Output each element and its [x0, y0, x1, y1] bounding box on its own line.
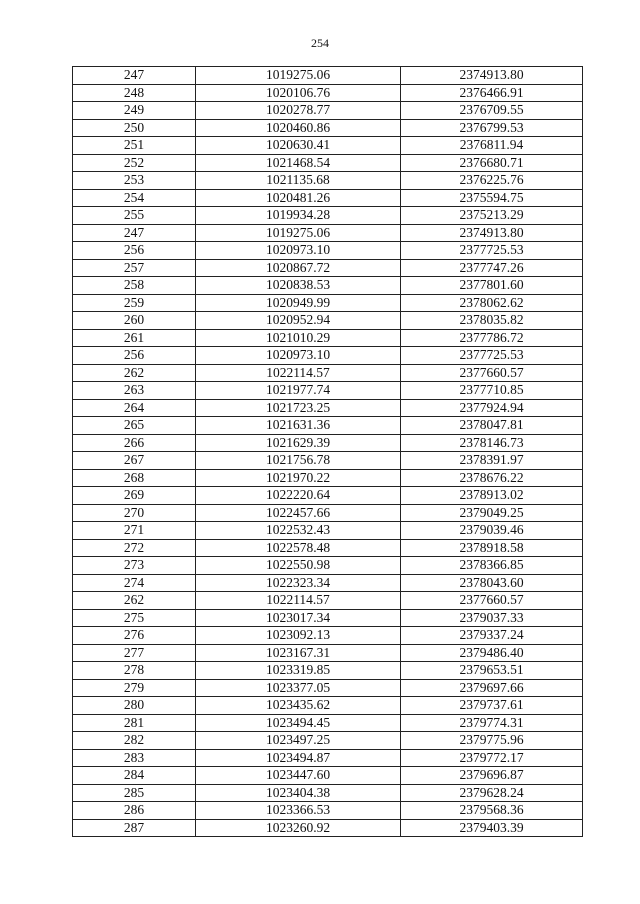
x-coordinate-cell: 1021468.54 — [196, 154, 401, 172]
table-row — [73, 172, 583, 190]
point-number-cell: 260 — [73, 312, 196, 330]
point-number-cell: 267 — [73, 452, 196, 470]
point-number-cell: 274 — [73, 574, 196, 592]
point-number-cell: 265 — [73, 417, 196, 435]
point-number-cell: 275 — [73, 609, 196, 627]
x-coordinate-cell: 1020630.41 — [196, 137, 401, 155]
point-number-cell: 286 — [73, 802, 196, 820]
x-coordinate-cell: 1022323.34 — [196, 574, 401, 592]
point-number-cell: 272 — [73, 539, 196, 557]
x-coordinate-cell: 1023319.85 — [196, 662, 401, 680]
table-row — [73, 102, 583, 120]
x-coordinate-cell: 1021970.22 — [196, 469, 401, 487]
y-coordinate-cell: 2378062.62 — [401, 294, 583, 312]
point-number-cell: 257 — [73, 259, 196, 277]
y-coordinate-cell: 2378913.02 — [401, 487, 583, 505]
point-number-cell: 247 — [73, 67, 196, 85]
point-number-cell: 259 — [73, 294, 196, 312]
table-row — [73, 312, 583, 330]
y-coordinate-cell: 2376811.94 — [401, 137, 583, 155]
x-coordinate-cell: 1020838.53 — [196, 277, 401, 295]
table-row — [73, 224, 583, 242]
y-coordinate-cell: 2379403.39 — [401, 819, 583, 837]
table-row — [73, 609, 583, 627]
y-coordinate-cell: 2379037.33 — [401, 609, 583, 627]
table-row — [73, 504, 583, 522]
table-row — [73, 732, 583, 750]
table-row — [73, 347, 583, 365]
x-coordinate-cell: 1021756.78 — [196, 452, 401, 470]
table-row — [73, 434, 583, 452]
point-number-cell: 280 — [73, 697, 196, 715]
point-number-cell: 261 — [73, 329, 196, 347]
point-number-cell: 256 — [73, 242, 196, 260]
y-coordinate-cell: 2379049.25 — [401, 504, 583, 522]
point-number-cell: 268 — [73, 469, 196, 487]
y-coordinate-cell: 2377725.53 — [401, 242, 583, 260]
y-coordinate-cell: 2379697.66 — [401, 679, 583, 697]
x-coordinate-cell: 1023366.53 — [196, 802, 401, 820]
point-number-cell: 247 — [73, 224, 196, 242]
y-coordinate-cell: 2376466.91 — [401, 84, 583, 102]
table-row — [73, 137, 583, 155]
table-row — [73, 767, 583, 785]
y-coordinate-cell: 2377660.57 — [401, 592, 583, 610]
point-number-cell: 266 — [73, 434, 196, 452]
y-coordinate-cell: 2379737.61 — [401, 697, 583, 715]
coordinates-table — [72, 66, 583, 837]
x-coordinate-cell: 1020949.99 — [196, 294, 401, 312]
table-row — [73, 207, 583, 225]
x-coordinate-cell: 1022532.43 — [196, 522, 401, 540]
x-coordinate-cell: 1021631.36 — [196, 417, 401, 435]
y-coordinate-cell: 2379772.17 — [401, 749, 583, 767]
y-coordinate-cell: 2379653.51 — [401, 662, 583, 680]
table-row — [73, 592, 583, 610]
table-row — [73, 644, 583, 662]
x-coordinate-cell: 1023447.60 — [196, 767, 401, 785]
x-coordinate-cell: 1020460.86 — [196, 119, 401, 137]
y-coordinate-cell: 2378918.58 — [401, 539, 583, 557]
point-number-cell: 252 — [73, 154, 196, 172]
point-number-cell: 282 — [73, 732, 196, 750]
x-coordinate-cell: 1022578.48 — [196, 539, 401, 557]
point-number-cell: 273 — [73, 557, 196, 575]
x-coordinate-cell: 1020867.72 — [196, 259, 401, 277]
point-number-cell: 262 — [73, 592, 196, 610]
x-coordinate-cell: 1020973.10 — [196, 242, 401, 260]
page-number: 254 — [311, 36, 329, 50]
point-number-cell: 281 — [73, 714, 196, 732]
table-row — [73, 399, 583, 417]
table-row — [73, 679, 583, 697]
point-number-cell: 255 — [73, 207, 196, 225]
y-coordinate-cell: 2378366.85 — [401, 557, 583, 575]
x-coordinate-cell: 1020973.10 — [196, 347, 401, 365]
x-coordinate-cell: 1023377.05 — [196, 679, 401, 697]
point-number-cell: 256 — [73, 347, 196, 365]
x-coordinate-cell: 1020481.26 — [196, 189, 401, 207]
table-row — [73, 662, 583, 680]
x-coordinate-cell: 1022457.66 — [196, 504, 401, 522]
x-coordinate-cell: 1021135.68 — [196, 172, 401, 190]
y-coordinate-cell: 2376799.53 — [401, 119, 583, 137]
point-number-cell: 287 — [73, 819, 196, 837]
y-coordinate-cell: 2377801.60 — [401, 277, 583, 295]
x-coordinate-cell: 1023494.87 — [196, 749, 401, 767]
y-coordinate-cell: 2377725.53 — [401, 347, 583, 365]
x-coordinate-cell: 1020278.77 — [196, 102, 401, 120]
y-coordinate-cell: 2374913.80 — [401, 224, 583, 242]
point-number-cell: 263 — [73, 382, 196, 400]
table-row — [73, 67, 583, 85]
table-row — [73, 469, 583, 487]
y-coordinate-cell: 2379039.46 — [401, 522, 583, 540]
table-row — [73, 189, 583, 207]
y-coordinate-cell: 2376225.76 — [401, 172, 583, 190]
y-coordinate-cell: 2378035.82 — [401, 312, 583, 330]
x-coordinate-cell: 1019275.06 — [196, 224, 401, 242]
table-row — [73, 242, 583, 260]
x-coordinate-cell: 1023497.25 — [196, 732, 401, 750]
x-coordinate-cell: 1023167.31 — [196, 644, 401, 662]
table-row — [73, 294, 583, 312]
point-number-cell: 258 — [73, 277, 196, 295]
table-row — [73, 417, 583, 435]
y-coordinate-cell: 2379568.36 — [401, 802, 583, 820]
point-number-cell: 249 — [73, 102, 196, 120]
table-row — [73, 697, 583, 715]
table-row — [73, 819, 583, 837]
table-row — [73, 557, 583, 575]
table-row — [73, 522, 583, 540]
point-number-cell: 250 — [73, 119, 196, 137]
x-coordinate-cell: 1022114.57 — [196, 592, 401, 610]
y-coordinate-cell: 2375213.29 — [401, 207, 583, 225]
x-coordinate-cell: 1020952.94 — [196, 312, 401, 330]
y-coordinate-cell: 2379775.96 — [401, 732, 583, 750]
point-number-cell: 276 — [73, 627, 196, 645]
table-row — [73, 749, 583, 767]
table-row — [73, 329, 583, 347]
table-row — [73, 364, 583, 382]
x-coordinate-cell: 1023494.45 — [196, 714, 401, 732]
y-coordinate-cell: 2378043.60 — [401, 574, 583, 592]
point-number-cell: 270 — [73, 504, 196, 522]
point-number-cell: 248 — [73, 84, 196, 102]
x-coordinate-cell: 1022550.98 — [196, 557, 401, 575]
point-number-cell: 277 — [73, 644, 196, 662]
y-coordinate-cell: 2379774.31 — [401, 714, 583, 732]
coordinates-table-body — [73, 67, 583, 837]
point-number-cell: 285 — [73, 784, 196, 802]
point-number-cell: 271 — [73, 522, 196, 540]
point-number-cell: 262 — [73, 364, 196, 382]
table-row — [73, 259, 583, 277]
table-row — [73, 574, 583, 592]
table-row — [73, 539, 583, 557]
y-coordinate-cell: 2379628.24 — [401, 784, 583, 802]
y-coordinate-cell: 2378146.73 — [401, 434, 583, 452]
y-coordinate-cell: 2377710.85 — [401, 382, 583, 400]
y-coordinate-cell: 2376709.55 — [401, 102, 583, 120]
point-number-cell: 284 — [73, 767, 196, 785]
x-coordinate-cell: 1023404.38 — [196, 784, 401, 802]
table-row — [73, 452, 583, 470]
table-row — [73, 802, 583, 820]
point-number-cell: 254 — [73, 189, 196, 207]
y-coordinate-cell: 2379696.87 — [401, 767, 583, 785]
table-row — [73, 382, 583, 400]
x-coordinate-cell: 1019934.28 — [196, 207, 401, 225]
x-coordinate-cell: 1019275.06 — [196, 67, 401, 85]
point-number-cell: 278 — [73, 662, 196, 680]
y-coordinate-cell: 2379486.40 — [401, 644, 583, 662]
point-number-cell: 269 — [73, 487, 196, 505]
x-coordinate-cell: 1023017.34 — [196, 609, 401, 627]
y-coordinate-cell: 2378676.22 — [401, 469, 583, 487]
table-row — [73, 277, 583, 295]
x-coordinate-cell: 1023092.13 — [196, 627, 401, 645]
x-coordinate-cell: 1020106.76 — [196, 84, 401, 102]
table-row — [73, 714, 583, 732]
y-coordinate-cell: 2375594.75 — [401, 189, 583, 207]
point-number-cell: 279 — [73, 679, 196, 697]
table-row — [73, 627, 583, 645]
table-row — [73, 84, 583, 102]
y-coordinate-cell: 2378391.97 — [401, 452, 583, 470]
table-row — [73, 487, 583, 505]
point-number-cell: 253 — [73, 172, 196, 190]
y-coordinate-cell: 2379337.24 — [401, 627, 583, 645]
y-coordinate-cell: 2378047.81 — [401, 417, 583, 435]
x-coordinate-cell: 1021010.29 — [196, 329, 401, 347]
x-coordinate-cell: 1021629.39 — [196, 434, 401, 452]
table-row — [73, 784, 583, 802]
point-number-cell: 264 — [73, 399, 196, 417]
x-coordinate-cell: 1023260.92 — [196, 819, 401, 837]
table-row — [73, 119, 583, 137]
x-coordinate-cell: 1021723.25 — [196, 399, 401, 417]
x-coordinate-cell: 1021977.74 — [196, 382, 401, 400]
table-row — [73, 154, 583, 172]
y-coordinate-cell: 2377747.26 — [401, 259, 583, 277]
y-coordinate-cell: 2377924.94 — [401, 399, 583, 417]
y-coordinate-cell: 2376680.71 — [401, 154, 583, 172]
x-coordinate-cell: 1022220.64 — [196, 487, 401, 505]
x-coordinate-cell: 1022114.57 — [196, 364, 401, 382]
point-number-cell: 251 — [73, 137, 196, 155]
y-coordinate-cell: 2377660.57 — [401, 364, 583, 382]
y-coordinate-cell: 2374913.80 — [401, 67, 583, 85]
point-number-cell: 283 — [73, 749, 196, 767]
y-coordinate-cell: 2377786.72 — [401, 329, 583, 347]
x-coordinate-cell: 1023435.62 — [196, 697, 401, 715]
